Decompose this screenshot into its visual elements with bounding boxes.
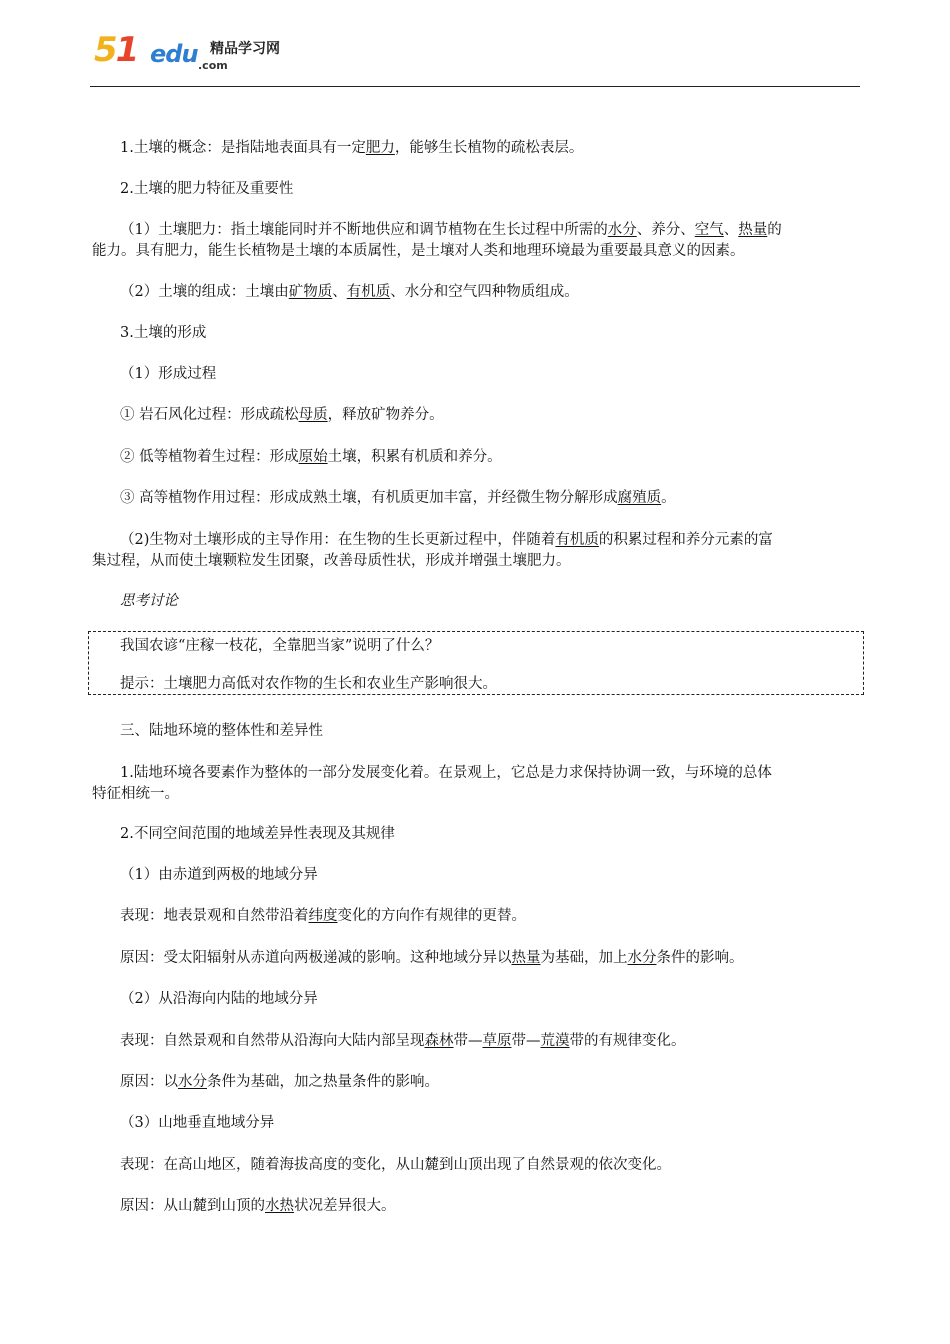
para-mountain-cause — [92, 1196, 860, 1217]
text-fragment: ② 低等植物着生过程：形成 — [120, 449, 299, 465]
para-coast-inland: （2）从沿海向内陆的地域分异 — [120, 991, 318, 1007]
underlined-term: 荒漠 — [540, 1033, 570, 1049]
para-soil-fertility — [92, 220, 860, 241]
text-fragment: 原因：受太阳辐射从赤道向两极递减的影响。这种地域分异以 — [120, 950, 512, 966]
text-fragment: （2)生物对土壤形成的主导作用：在生物的生长更新过程中，伴随着 — [120, 532, 556, 548]
logo-digits — [94, 30, 137, 70]
para-coast-manifestation — [92, 1031, 860, 1052]
text-fragment: 条件为基础，加之热量条件的影响。 — [207, 1074, 439, 1090]
underlined-term: 草原 — [482, 1033, 512, 1049]
para-formation-heading: 3.土壤的形成 — [120, 325, 207, 341]
discussion-answer: 提示：土壤肥力高低对农作物的生长和农业生产影响很大。 — [120, 676, 497, 692]
para-equator-manifestation — [92, 906, 860, 927]
underlined-term: 水分 — [627, 950, 657, 966]
text-fragment: 土壤，积累有机质和养分。 — [327, 449, 502, 465]
underlined-term: 纬度 — [308, 908, 338, 924]
text-fragment: （2）土壤的组成：土壤由 — [120, 284, 289, 300]
logo-digit-5: 5 — [94, 30, 116, 70]
logo-digit-1: 1 — [115, 30, 138, 70]
underlined-term: 有机质 — [346, 284, 391, 300]
text-fragment: ① 岩石风化过程：形成疏松 — [120, 407, 299, 423]
text-fragment: 表现：自然景观和自然带从沿海向大陆内部呈现 — [120, 1033, 425, 1049]
text-fragment: 为基础，加上 — [540, 950, 628, 966]
underlined-term: 原始 — [298, 449, 328, 465]
text-fragment: 的 — [767, 222, 782, 238]
text-fragment: ，释放矿物养分。 — [327, 407, 444, 423]
text-fragment: ③ 高等植物作用过程：形成成熟土壤，有机质更加丰富，并经微生物分解形成 — [120, 490, 618, 506]
logo-edu: edu — [150, 40, 198, 68]
para-differences-heading: 2.不同空间范围的地域差异性表现及其规律 — [120, 826, 395, 842]
text-fragment: 。 — [661, 490, 676, 506]
underlined-term: 热量 — [511, 950, 541, 966]
para-soil-concept — [92, 138, 860, 159]
para-fertility-heading: 2.土壤的肥力特征及重要性 — [120, 181, 294, 197]
section-heading-3: 三、陆地环境的整体性和差异性 — [120, 723, 323, 739]
logo-chinese-name: 精品学习网 — [210, 41, 280, 57]
para-soil-fertility-line2: 能力。具有肥力，能生长植物是土壤的本质属性，是土壤对人类和地理环境最为重要最具意义的因素。 — [92, 243, 745, 259]
para-integrity-line2: 特征相统一。 — [92, 786, 179, 802]
text-fragment: 、 — [723, 222, 739, 238]
para-equator-poles: （1）由赤道到两极的地域分异 — [120, 867, 318, 883]
text-fragment: 、 — [332, 284, 347, 300]
text-fragment: 带的有规律变化。 — [569, 1033, 686, 1049]
para-biology-role-line2: 集过程，从而使土壤颗粒发生团聚，改善母质性状，形成并增强土壤肥力。 — [92, 553, 571, 569]
text-fragment: 状况差异很大。 — [294, 1198, 396, 1214]
para-mountain-manifestation: 表现：在高山地区，随着海拔高度的变化，从山麓到山顶出现了自然景观的依次变化。 — [120, 1157, 671, 1173]
text-fragment: 条件的影响。 — [656, 950, 744, 966]
text-fragment: 、养分、 — [636, 222, 695, 238]
text-fragment: ，能够生长植物的疏松表层。 — [394, 140, 584, 156]
underlined-term: 水热 — [265, 1198, 294, 1214]
underlined-term: 森林 — [424, 1033, 454, 1049]
logo-domain: .com — [198, 59, 228, 72]
para-formation-process: （1）形成过程 — [120, 366, 217, 382]
text-fragment: （1）土壤肥力：指土壤能同时并不断地供应和调节植物在生长过程中所需的 — [120, 222, 608, 238]
para-coast-cause — [92, 1072, 860, 1093]
text-fragment: 、水分和空气四种物质组成。 — [390, 284, 579, 300]
underlined-term: 肥力 — [365, 140, 395, 156]
text-fragment: 带— — [453, 1033, 483, 1049]
text-fragment: 原因：以 — [120, 1074, 178, 1090]
underlined-term: 水分 — [178, 1074, 207, 1090]
text-fragment: 1.土壤的概念：是指陆地表面具有一定 — [120, 140, 366, 156]
para-step-1 — [92, 405, 860, 426]
para-integrity: 1.陆地环境各要素作为整体的一部分发展变化着。在景观上，它总是力求保持协调一致，与环境的总体 — [120, 765, 772, 781]
para-mountain-vertical: （3）山地垂直地域分异 — [120, 1115, 275, 1131]
text-fragment: 的积累过程和养分元素的富 — [598, 532, 773, 548]
para-step-2 — [92, 447, 860, 468]
text-fragment: 原因：从山麓到山顶的 — [120, 1198, 265, 1214]
underlined-term: 腐殖质 — [617, 490, 662, 506]
underlined-term: 母质 — [298, 407, 328, 423]
para-step-3 — [92, 488, 860, 509]
para-soil-composition — [92, 282, 860, 303]
page-header — [90, 22, 860, 87]
underlined-term: 矿物质 — [288, 284, 333, 300]
para-biology-role — [92, 530, 860, 551]
underlined-term: 有机质 — [555, 532, 599, 548]
text-fragment: 带— — [511, 1033, 541, 1049]
text-fragment: 变化的方向作有规律的更替。 — [337, 908, 526, 924]
underlined-term: 水分 — [607, 222, 637, 238]
underlined-term: 空气 — [694, 222, 724, 238]
discussion-title: 思考讨论 — [120, 593, 178, 609]
para-equator-cause — [92, 948, 860, 969]
discussion-question: 我国农谚“庄稼一枝花，全靠肥当家”说明了什么？ — [120, 638, 440, 654]
underlined-term: 热量 — [738, 222, 768, 238]
text-fragment: 表现：地表景观和自然带沿着 — [120, 908, 309, 924]
